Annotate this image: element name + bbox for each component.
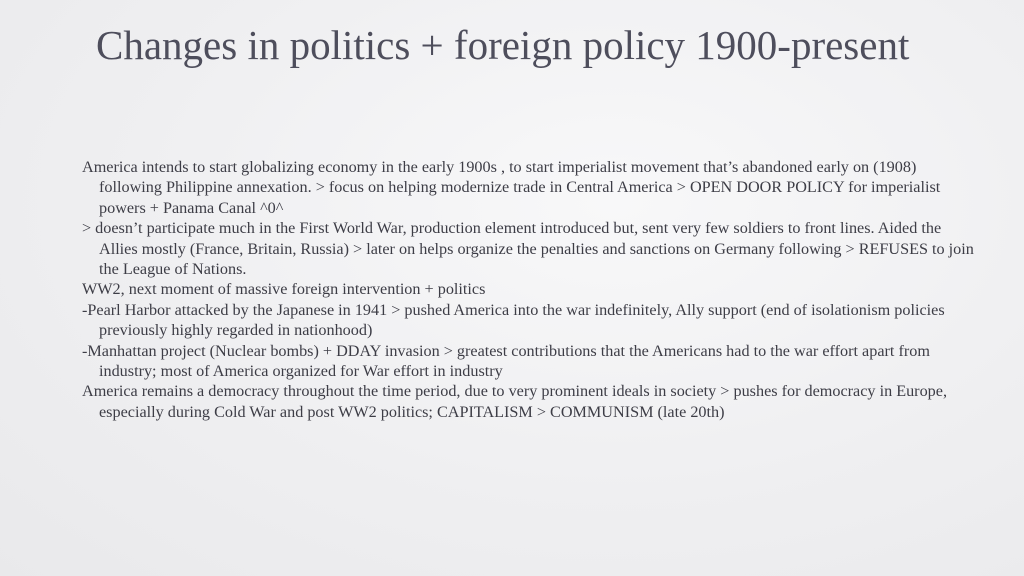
paragraph-globalizing-economy: America intends to start globalizing economy in the early 1900s , to start imperialist movement that’s abandoned early on (1908) following Philippine annexation. > focus on helping modernize trade in Central America > OPEN DOOR POLICY for imperialist powers + Panama Canal ^0^ bbox=[82, 158, 941, 217]
paragraph-ww2-intervention: WW2, next moment of massive foreign intervention + politics bbox=[82, 280, 486, 299]
paragraph-first-world-war: > doesn’t participate much in the First World War, production element introduced but, sent very few soldiers to front lines. Aided the Allies mostly (France, Britain, Russia) > later on helps organize the penalties and sanctions on Germany following > REFUSES to join the League of Nations. bbox=[82, 219, 974, 279]
slide-title: Changes in politics + foreign policy 1900-present bbox=[96, 22, 910, 68]
paragraph-manhattan-project: -Manhattan project (Nuclear bombs) + DDAY invasion > greatest contributions that the Americans had to the war effort apart from industry; most of America organized for War effort in industry bbox=[82, 341, 930, 381]
slide-body bbox=[82, 157, 982, 422]
paragraph-pearl-harbor: -Pearl Harbor attacked by the Japanese in 1941 > pushed America into the war indefinitely, Ally support (end of isolationism policies previously highly regarded in nationhood) bbox=[82, 300, 945, 340]
paragraph-democracy: America remains a democracy throughout the time period, due to very prominent ideals in society > pushes for democracy in Europe, especially during Cold War and post WW2 politics; CAPITALISM > COMMUNISM (late 20th) bbox=[82, 382, 947, 421]
